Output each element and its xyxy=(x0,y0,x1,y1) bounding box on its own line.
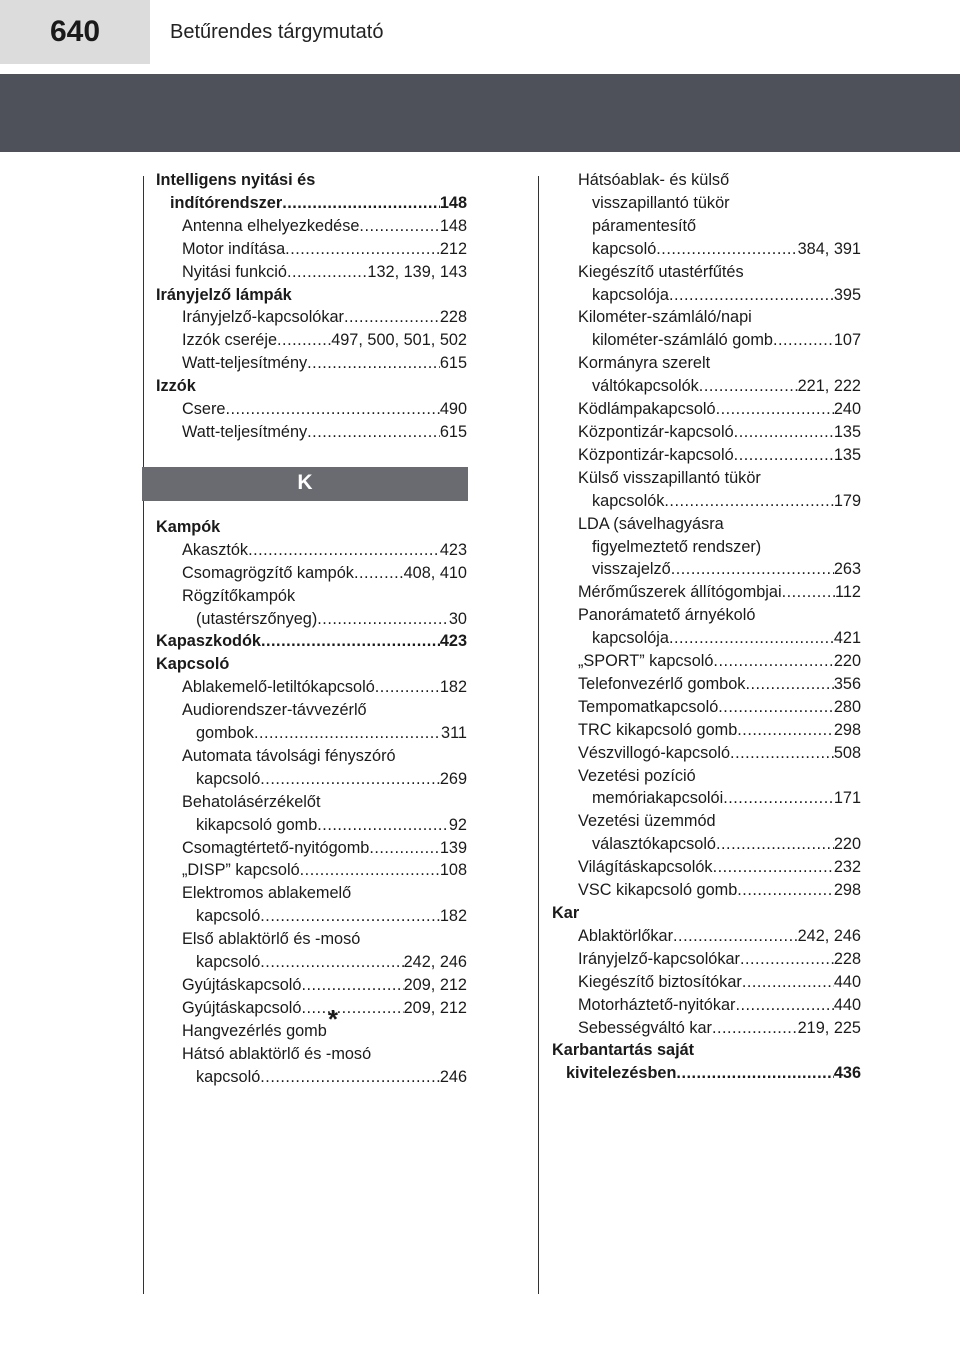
index-entry: kivitelezésben ..... 436 xyxy=(552,1062,861,1085)
index-entry: Sebességváltó kar ..... 219, 225 xyxy=(552,1017,861,1040)
left-column-divider xyxy=(143,176,144,1294)
page-ref: 219, 225 xyxy=(797,1018,861,1037)
index-entry: Irányjelző-kapcsolókar ..... 228 xyxy=(156,306,467,329)
asterisk-mark: * xyxy=(327,1003,338,1034)
index-entry: Tempomatkapcsoló ..... 280 xyxy=(552,696,861,719)
page-ref: 171 xyxy=(833,789,861,808)
page-ref: 440 xyxy=(833,972,861,991)
page-ref: 242, 246 xyxy=(403,953,467,972)
index-entry: kapcsoló ..... 182 xyxy=(156,905,467,928)
index-heading: Intelligens nyitási és xyxy=(156,171,316,189)
index-subentry: Vezetési pozíció xyxy=(578,766,696,785)
index-entry: visszajelző ..... 263 xyxy=(552,558,861,581)
page-ref: 423 xyxy=(439,540,467,559)
page-ref: 220 xyxy=(833,835,861,854)
page-ref: 135 xyxy=(833,422,861,441)
index-entry: váltókapcsolók ..... 221, 222 xyxy=(552,375,861,398)
index-heading: Kapcsoló xyxy=(156,655,230,674)
page-ref: 240 xyxy=(833,400,861,419)
index-entry: memóriakapcsolói ..... 171 xyxy=(552,787,861,810)
index-entry: Telefonvezérlő gombok ..... 356 xyxy=(552,673,861,696)
page-ref: 209, 212 xyxy=(403,998,467,1017)
page-ref: 615 xyxy=(439,422,467,441)
index-entry: Irányjelző-kapcsolókar ..... 228 xyxy=(552,948,861,971)
page-ref: 246 xyxy=(439,1067,467,1086)
index-subentry: LDA (sávelhagyásra xyxy=(578,514,724,533)
index-entry: kapcsolója ..... 395 xyxy=(552,284,861,307)
index-column-right xyxy=(552,169,861,1085)
index-entry: Gyújtáskapcsoló ..... 209, 212 xyxy=(156,997,467,1020)
index-subentry: Hátsóablak- és külső xyxy=(578,171,730,189)
index-entry: Vészvillogó-kapcsoló ..... 508 xyxy=(552,742,861,765)
index-heading: Karbantartás saját xyxy=(552,1041,695,1060)
page-ref: 440 xyxy=(833,995,861,1014)
index-entry: Izzók cseréje ..... 497, 500, 501, 502 xyxy=(156,329,467,352)
page-ref: 508 xyxy=(833,743,861,762)
index-subentry: Kormányra szerelt xyxy=(578,354,711,373)
index-subentry: Vezetési üzemmód xyxy=(578,812,716,831)
index-entry: Motorháztető-nyitókar ..... 440 xyxy=(552,994,861,1017)
index-entry: „SPORT” kapcsoló ..... 220 xyxy=(552,650,861,673)
index-subentry: Rögzítőkampók xyxy=(182,586,296,605)
page-ref: 139 xyxy=(439,838,467,857)
page-ref: 108 xyxy=(439,861,467,880)
page-ref: 220 xyxy=(833,652,861,671)
index-entry: Csere ..... 490 xyxy=(156,398,467,421)
header-banner xyxy=(0,74,960,152)
page-ref: 490 xyxy=(439,400,467,419)
index-heading: Izzók xyxy=(156,377,196,396)
page-ref: 112 xyxy=(835,583,861,602)
page-ref: 298 xyxy=(833,881,861,900)
index-entry: Watt-teljesítmény ..... 615 xyxy=(156,352,467,375)
index-entry: Motor indítása ..... 212 xyxy=(156,238,467,261)
page-ref: 242, 246 xyxy=(797,926,861,945)
page-ref: 356 xyxy=(833,674,861,693)
index-subentry: Panorámatető árnyékoló xyxy=(578,606,756,625)
page-ref: 107 xyxy=(833,331,861,350)
page-ref: 421 xyxy=(833,629,861,648)
index-subentry: Elektromos ablakemelő xyxy=(182,884,352,903)
page-ref: 280 xyxy=(833,697,861,716)
index-entry: Ködlámpakapcsoló ..... 240 xyxy=(552,398,861,421)
index-subentry: Behatolásérzékelőt xyxy=(182,792,321,811)
page-ref: 148 xyxy=(439,216,467,235)
index-entry: Watt-teljesítmény ..... 615 xyxy=(156,421,467,444)
index-entry: „DISP” kapcsoló ..... 108 xyxy=(156,859,467,882)
index-entry: kapcsolók ..... 179 xyxy=(552,490,861,513)
index-column-left xyxy=(156,169,467,1089)
index-heading: Kar xyxy=(552,904,580,922)
index-entry: kapcsoló ..... 242, 246 xyxy=(156,951,467,974)
index-subentry: Audiorendszer-távvezérlő xyxy=(182,701,367,720)
index-subentry: Hangvezérlés gomb* xyxy=(182,1003,338,1040)
page-ref: 423 xyxy=(439,632,467,651)
page-ref: 182 xyxy=(439,907,467,926)
page-ref: 269 xyxy=(439,769,467,788)
index-subentry: Kilométer-számláló/napi xyxy=(578,308,752,327)
page-ref: 212 xyxy=(439,239,467,258)
page-number: 640 xyxy=(0,0,150,64)
index-subentry: Első ablaktörlő és -mosó xyxy=(182,930,361,949)
index-subentry: Hátsó ablaktörlő és -mosó xyxy=(182,1044,372,1063)
index-entry: Gyújtáskapcsoló ..... 209, 212 xyxy=(156,974,467,997)
index-entry: Antenna elhelyezkedése ..... 148 xyxy=(156,215,467,238)
page-ref: 148 xyxy=(439,193,467,212)
index-entry: Csomagtértető-nyitógomb ..... 139 xyxy=(156,837,467,860)
page-ref: 298 xyxy=(833,720,861,739)
index-entry: Mérőműszerek állítógombjai ..... 112 xyxy=(552,581,861,604)
index-subentry: Automata távolsági fényszóró xyxy=(182,746,396,765)
index-entry: Kapaszkodók ..... 423 xyxy=(156,630,467,653)
index-heading: Irányjelző lámpák xyxy=(156,285,292,304)
index-entry: TRC kikapcsoló gomb ..... 298 xyxy=(552,719,861,742)
page-ref: 311 xyxy=(441,724,467,743)
index-subentry: páramentesítő xyxy=(592,216,697,235)
index-entry: Nyitási funkció ..... 132, 139, 143 xyxy=(156,261,467,284)
index-entry: Akasztók ..... 423 xyxy=(156,539,467,562)
page-ref: 228 xyxy=(833,949,861,968)
index-entry: Központizár-kapcsoló ..... 135 xyxy=(552,421,861,444)
index-subentry: visszapillantó tükör xyxy=(592,193,730,212)
index-subentry: figyelmeztető rendszer) xyxy=(592,537,762,556)
index-entry: kapcsoló ..... 246 xyxy=(156,1066,467,1089)
page-header xyxy=(0,0,960,66)
page-ref: 221, 222 xyxy=(797,377,861,396)
page-ref: 408, 410 xyxy=(403,563,467,582)
index-entry: kilométer-számláló gomb ..... 107 xyxy=(552,329,861,352)
index-entry: Világításkapcsolók ..... 232 xyxy=(552,856,861,879)
page-ref: 232 xyxy=(833,858,861,877)
index-entry: Ablaktörlőkar ..... 242, 246 xyxy=(552,925,861,948)
page-ref: 179 xyxy=(833,491,861,510)
index-entry: VSC kikapcsoló gomb ..... 298 xyxy=(552,879,861,902)
index-entry: indítórendszer ..... 148 xyxy=(156,192,467,215)
page-ref: 132, 139, 143 xyxy=(367,262,467,281)
index-entry: Kiegészítő biztosítókar ..... 440 xyxy=(552,971,861,994)
page-ref: 209, 212 xyxy=(403,976,467,994)
index-entry: kapcsoló ..... 384, 391 xyxy=(552,238,861,261)
page-ref: 497, 500, 501, 502 xyxy=(331,331,467,350)
index-entry: gombok ..... 311 xyxy=(156,722,467,745)
index-entry: választókapcsoló ..... 220 xyxy=(552,833,861,856)
page-ref: 228 xyxy=(439,308,467,327)
page-ref: 182 xyxy=(439,678,467,697)
index-entry: kapcsoló ..... 269 xyxy=(156,768,467,791)
index-heading: Kampók xyxy=(156,517,221,536)
page-ref: 384, 391 xyxy=(797,239,861,258)
section-title: Betűrendes tárgymutató xyxy=(170,20,384,43)
page-ref: 436 xyxy=(833,1064,861,1083)
index-entry: (utastérszőnyeg) ..... 30 xyxy=(156,608,467,631)
index-entry: kikapcsoló gomb ..... 92 xyxy=(156,814,467,837)
page-ref: 92 xyxy=(448,815,467,834)
page-ref: 395 xyxy=(833,285,861,304)
index-entry: Központizár-kapcsoló ..... 135 xyxy=(552,444,861,467)
page-ref: 615 xyxy=(439,354,467,373)
index-subentry: Külső visszapillantó tükör xyxy=(578,468,761,487)
index-entry: kapcsolója ..... 421 xyxy=(552,627,861,650)
page-ref: 263 xyxy=(833,560,861,579)
letter-section-bar: K xyxy=(142,467,468,501)
page-ref: 30 xyxy=(448,609,467,628)
index-entry: Csomagrögzítő kampók ..... 408, 410 xyxy=(156,562,467,585)
page-ref: 135 xyxy=(833,445,861,464)
index-subentry: Kiegészítő utastérfűtés xyxy=(578,262,744,281)
index-entry: Ablakemelő-letiltókapcsoló ..... 182 xyxy=(156,676,467,699)
right-column-divider xyxy=(538,176,539,1294)
